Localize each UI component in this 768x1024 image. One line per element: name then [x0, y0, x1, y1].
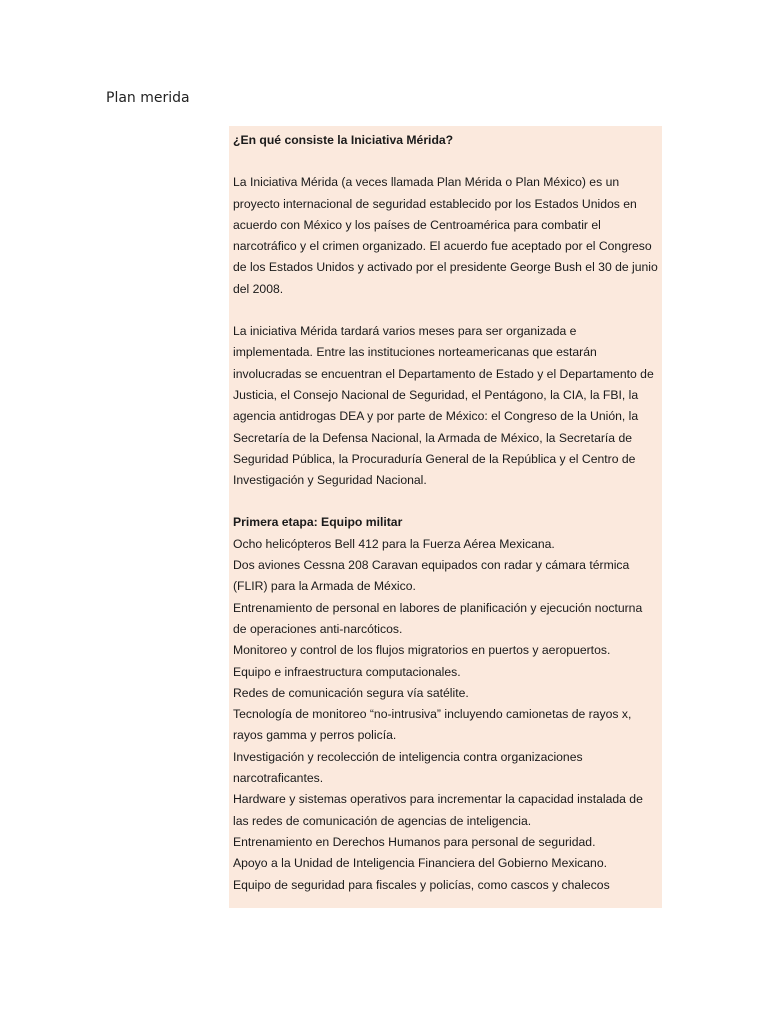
spacer: [233, 151, 658, 172]
document-title: Plan merida: [106, 90, 190, 106]
list-item: Tecnología de monitoreo “no-intrusiva” incluyendo camionetas de rayos x, rayos gamma y perros policía.: [233, 707, 632, 743]
list-item: Investigación y recolección de inteligencia contra organizaciones narcotraficantes.: [233, 749, 583, 786]
spacer: [233, 300, 658, 321]
list-item: Equipo de seguridad para fiscales y policías, como cascos y chalecos: [233, 877, 610, 892]
list-item: Redes de comunicación segura vía satélite.: [233, 685, 469, 700]
spacer: [233, 491, 658, 512]
section-heading: Primera etapa: Equipo militar: [233, 515, 403, 530]
list-item: Hardware y sistemas operativos para incrementar la capacidad instalada de las redes de comunicación de agencias de inteligencia.: [233, 792, 643, 828]
list-item: Monitoreo y control de los flujos migratorios en puertos y aeropuertos.: [233, 643, 611, 658]
article-paragraph: La Iniciativa Mérida (a veces llamada Plan Mérida o Plan México) es un proyecto internacional de seguridad establecido por los Estados Unidos en acuerdo con México y los países de Centroamérica para combatir el narcotráfico y el crimen organizado. El acuerdo fue aceptado por el Congreso de los Estados Unidos y activado por el presidente George Bush el 30 de junio del 2008.: [233, 175, 658, 296]
article-paragraph: La iniciativa Mérida tardará varios meses para ser organizada e implementada. Entre las instituciones norteamericanas que estarán involucradas se encuentran el Departamento de Estado y el Departamento de Justicia, el Consejo Nacional de Seguridad, el Pentágono, la CIA, la FBI, la agencia antidrogas DEA y por parte de México: el Congreso de la Unión, la Secretaría de la Defensa Nacional, la Armada de México, la Secretaría de Seguridad Pública, la Procuraduría General de la República y el Centro de Investigación y Seguridad Nacional.: [233, 324, 654, 488]
list-item: Apoyo a la Unidad de Inteligencia Financiera del Gobierno Mexicano.: [233, 856, 607, 871]
article-box: [229, 126, 662, 908]
list-item: Entrenamiento de personal en labores de planificación y ejecución nocturna de operaciones anti-narcóticos.: [233, 600, 643, 636]
list-item: Ocho helicópteros Bell 412 para la Fuerza Aérea Mexicana.: [233, 536, 555, 551]
list-item: Dos aviones Cessna 208 Caravan equipados con radar y cámara térmica (FLIR) para la Armada de México.: [233, 558, 630, 594]
article-heading: ¿En qué consiste la Iniciativa Mérida?: [233, 133, 454, 147]
list-item: Entrenamiento en Derechos Humanos para personal de seguridad.: [233, 834, 596, 849]
list-item: Equipo e infraestructura computacionales.: [233, 664, 461, 679]
